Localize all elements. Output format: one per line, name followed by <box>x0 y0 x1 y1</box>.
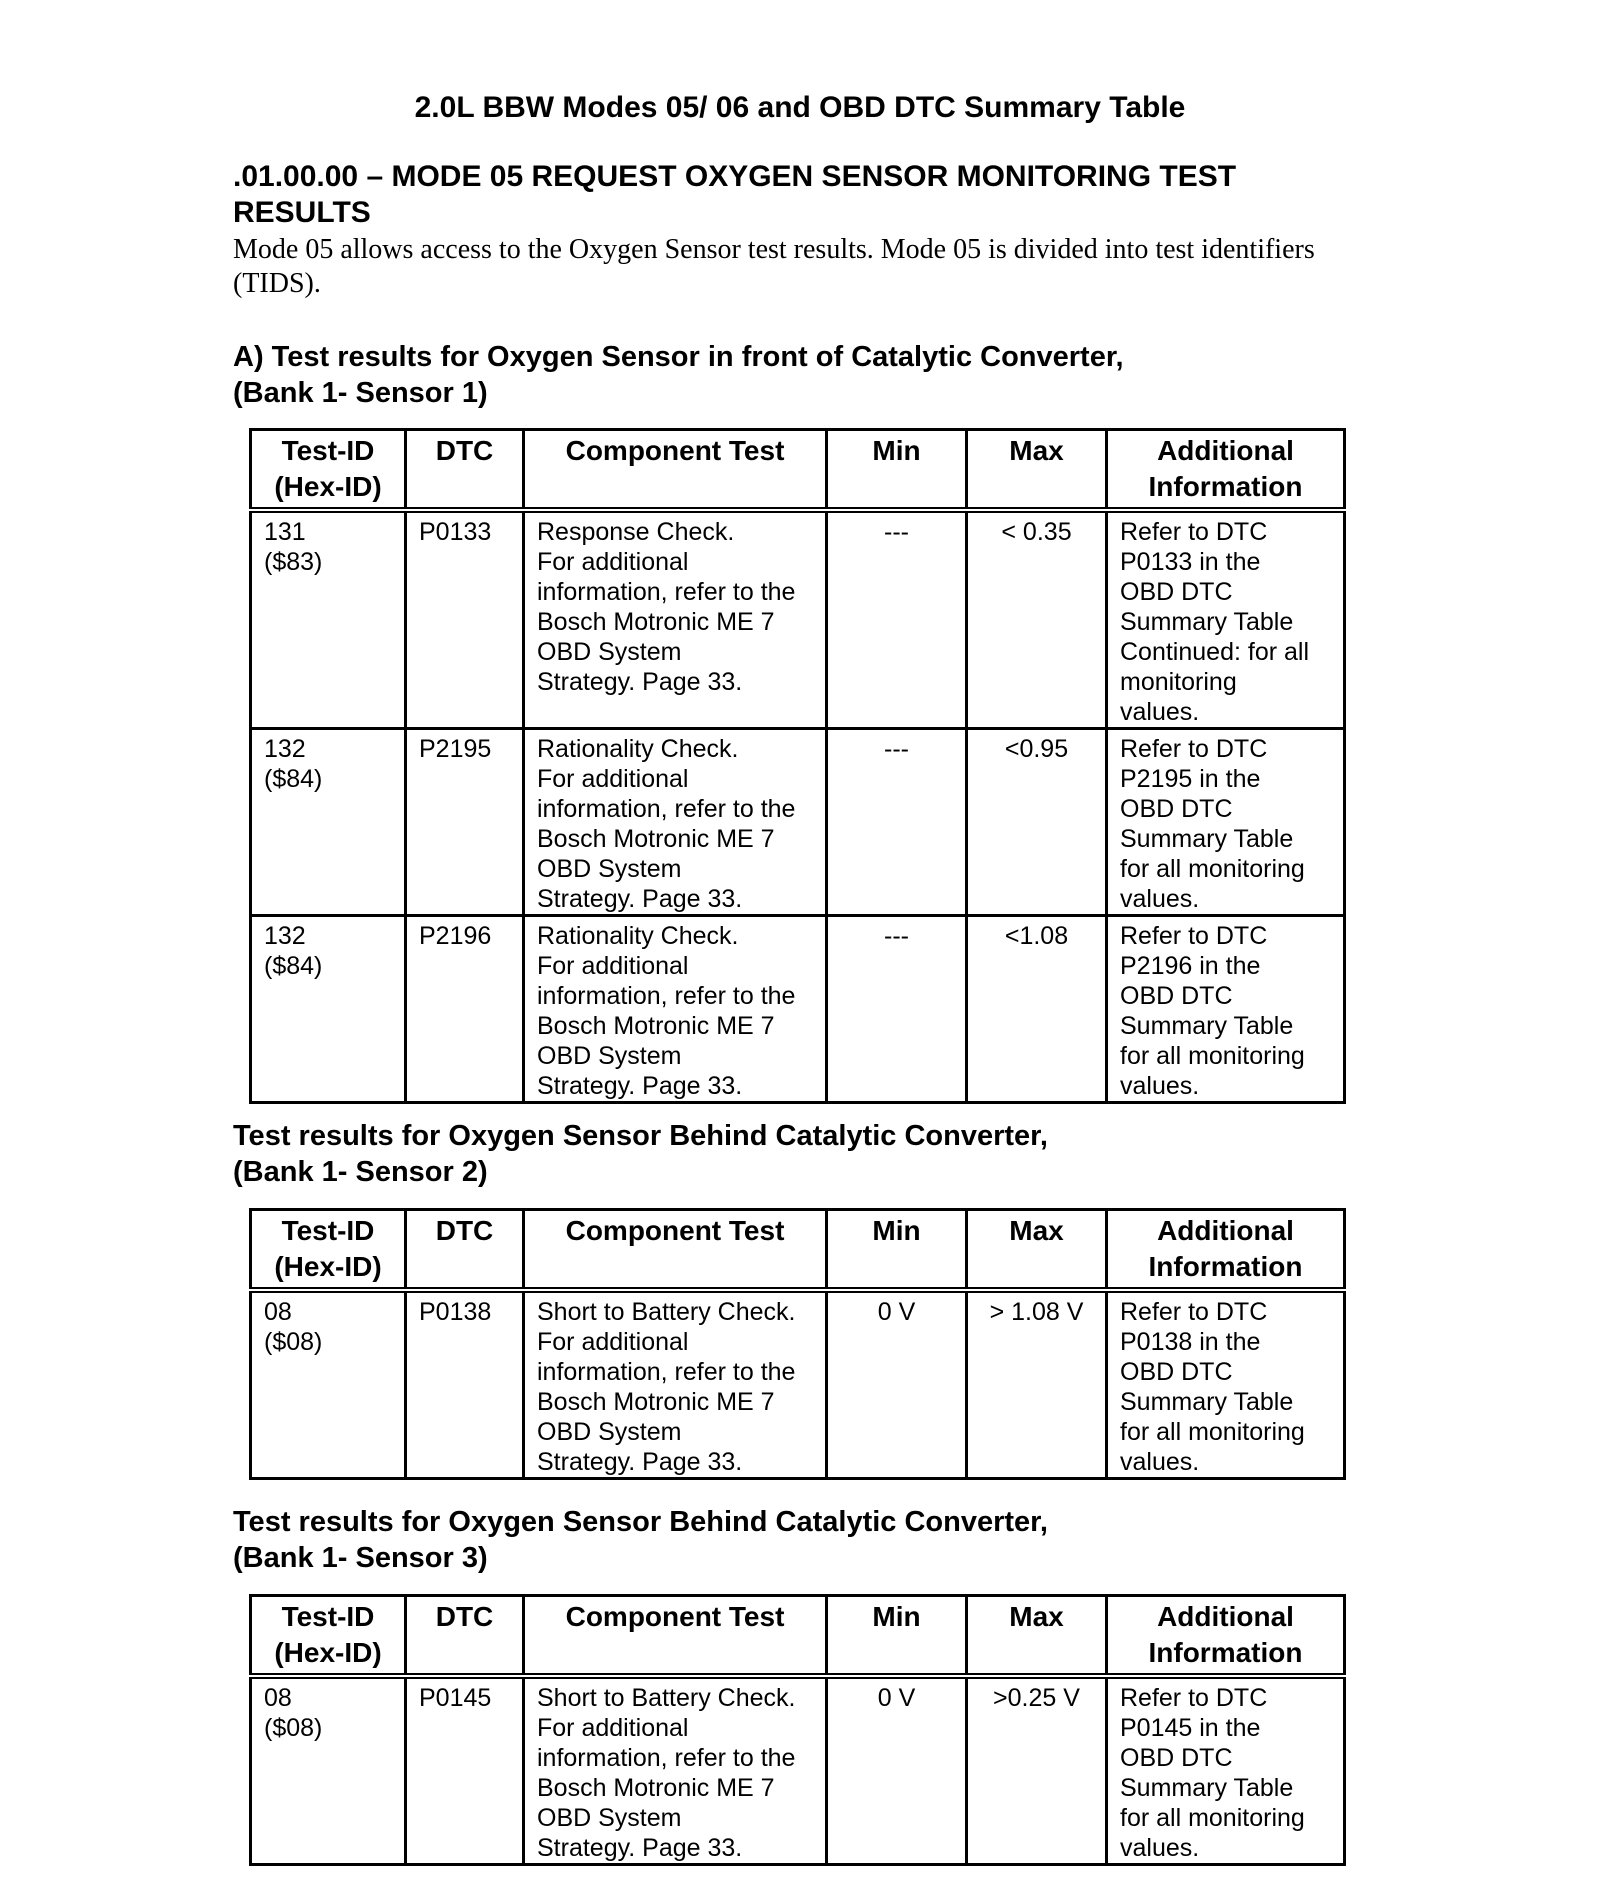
intro-paragraph: Mode 05 allows access to the Oxygen Sensor test results. Mode 05 is divided into test identifiers (TIDS). <box>233 234 1315 299</box>
cell-additional-info: Refer to DTC P0138 in the OBD DTC Summary Table for all monitoring values. <box>1107 1290 1345 1479</box>
table-row <box>251 1290 1345 1479</box>
table-header-row <box>251 430 1345 511</box>
header-max: Max <box>967 1596 1107 1677</box>
header-test-id: Test-ID (Hex-ID) <box>251 430 406 511</box>
header-additional-info: Additional Information <box>1107 1596 1345 1677</box>
section-heading: .01.00.00 – MODE 05 REQUEST OXYGEN SENSOR MONITORING TEST RESULTS <box>233 160 1237 229</box>
table-heading-bank1-sensor3: Test results for Oxygen Sensor Behind Catalytic Converter, (Bank 1- Sensor 3) <box>233 1506 1048 1574</box>
cell-component-test: Short to Battery Check. For additional information, refer to the Bosch Motronic ME 7 OBD System Strategy. Page 33. <box>524 1676 827 1865</box>
header-max: Max <box>967 1210 1107 1291</box>
cell-dtc: P2196 <box>406 916 524 1103</box>
cell-min: --- <box>827 510 967 729</box>
results-table-bank1-sensor3 <box>249 1594 1346 1866</box>
cell-dtc: P0138 <box>406 1290 524 1479</box>
table-row <box>251 729 1345 916</box>
cell-dtc: P0133 <box>406 510 524 729</box>
cell-component-test: Short to Battery Check. For additional information, refer to the Bosch Motronic ME 7 OBD System Strategy. Page 33. <box>524 1290 827 1479</box>
table-heading-bank1-sensor1: A) Test results for Oxygen Sensor in front of Catalytic Converter, (Bank 1- Sensor 1) <box>233 341 1124 409</box>
header-dtc: DTC <box>406 1596 524 1677</box>
header-additional-info: Additional Information <box>1107 1210 1345 1291</box>
cell-dtc: P2195 <box>406 729 524 916</box>
header-min: Min <box>827 1596 967 1677</box>
page-title: 2.0L BBW Modes 05/ 06 and OBD DTC Summary Table <box>414 91 1186 124</box>
cell-max: > 1.08 V <box>967 1290 1107 1479</box>
cell-additional-info: Refer to DTC P0145 in the OBD DTC Summary Table for all monitoring values. <box>1107 1676 1345 1865</box>
cell-additional-info: Refer to DTC P2196 in the OBD DTC Summary Table for all monitoring values. <box>1107 916 1345 1103</box>
header-min: Min <box>827 430 967 511</box>
cell-min: --- <box>827 729 967 916</box>
cell-test-id: 132 ($84) <box>251 729 406 916</box>
header-max: Max <box>967 430 1107 511</box>
header-component-test: Component Test <box>524 1596 827 1677</box>
header-test-id: Test-ID (Hex-ID) <box>251 1596 406 1677</box>
header-component-test: Component Test <box>524 430 827 511</box>
table-row <box>251 916 1345 1103</box>
results-table-bank1-sensor1 <box>249 428 1346 1104</box>
cell-component-test: Rationality Check. For additional information, refer to the Bosch Motronic ME 7 OBD System Strategy. Page 33. <box>524 729 827 916</box>
table-header-row <box>251 1596 1345 1677</box>
header-min: Min <box>827 1210 967 1291</box>
cell-component-test: Rationality Check. For additional information, refer to the Bosch Motronic ME 7 OBD System Strategy. Page 33. <box>524 916 827 1103</box>
header-additional-info: Additional Information <box>1107 430 1345 511</box>
cell-component-test: Response Check. For additional information, refer to the Bosch Motronic ME 7 OBD System Strategy. Page 33. <box>524 510 827 729</box>
cell-min: --- <box>827 916 967 1103</box>
cell-additional-info: Refer to DTC P2195 in the OBD DTC Summary Table for all monitoring values. <box>1107 729 1345 916</box>
header-dtc: DTC <box>406 1210 524 1291</box>
header-test-id: Test-ID (Hex-ID) <box>251 1210 406 1291</box>
cell-max: >0.25 V <box>967 1676 1107 1865</box>
header-component-test: Component Test <box>524 1210 827 1291</box>
cell-max: <0.95 <box>967 729 1107 916</box>
cell-min: 0 V <box>827 1290 967 1479</box>
cell-test-id: 08 ($08) <box>251 1676 406 1865</box>
table-heading-bank1-sensor2: Test results for Oxygen Sensor Behind Catalytic Converter, (Bank 1- Sensor 2) <box>233 1120 1048 1188</box>
cell-test-id: 131 ($83) <box>251 510 406 729</box>
cell-max: <1.08 <box>967 916 1107 1103</box>
cell-test-id: 132 ($84) <box>251 916 406 1103</box>
results-table-bank1-sensor2 <box>249 1208 1346 1480</box>
cell-additional-info: Refer to DTC P0133 in the OBD DTC Summary Table Continued: for all monitoring values. <box>1107 510 1345 729</box>
table-header-row <box>251 1210 1345 1291</box>
cell-dtc: P0145 <box>406 1676 524 1865</box>
cell-max: < 0.35 <box>967 510 1107 729</box>
table-row <box>251 510 1345 729</box>
header-dtc: DTC <box>406 430 524 511</box>
cell-min: 0 V <box>827 1676 967 1865</box>
cell-test-id: 08 ($08) <box>251 1290 406 1479</box>
table-row <box>251 1676 1345 1865</box>
